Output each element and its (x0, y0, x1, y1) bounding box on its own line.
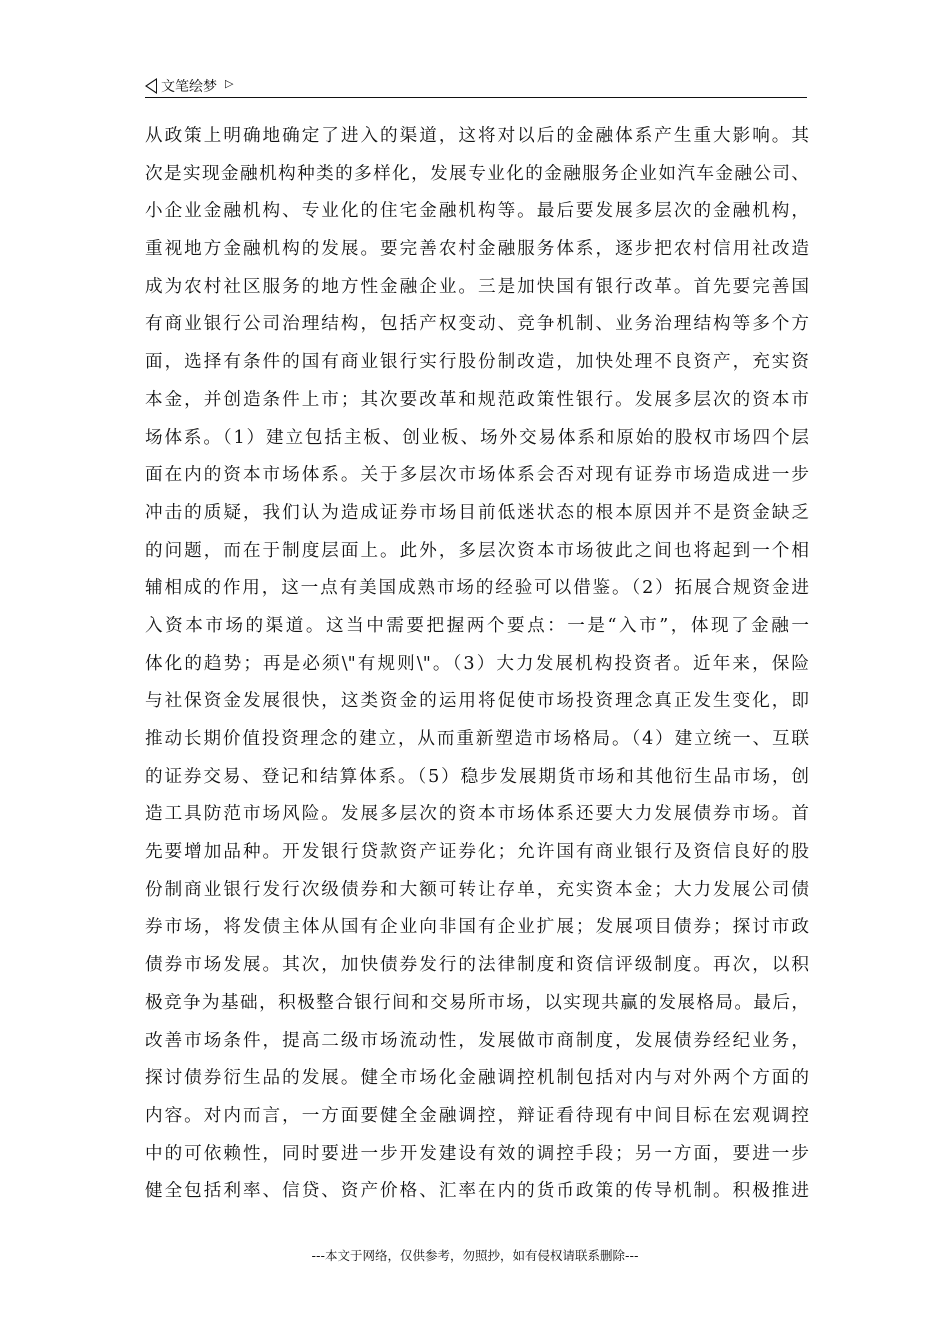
body-line: 造工具防范市场风险。发展多层次的资本市场体系还要大力发展债券市场。首 (145, 804, 809, 825)
body-line: 改善市场条件，提高二级市场流动性，发展做市商制度，发展债券经纪业务， (145, 1030, 809, 1051)
body-line: 的问题，而在于制度层面上。此外，多层次资本市场彼此之间也将起到一个相 (145, 540, 809, 561)
body-line: 极竞争为基础，积极整合银行间和交易所市场，以实现共赢的发展格局。最后， (145, 992, 809, 1013)
body-line: 份制商业银行发行次级债券和大额可转让存单，充实资本金；大力发展公司债 (145, 879, 809, 900)
header-title: 文笔绘梦 (161, 79, 217, 95)
body-line: 从政策上明确地确定了进入的渠道，这将对以后的金融体系产生重大影响。其 (145, 126, 809, 146)
body-line: 体化的趋势；再是必须\"有规则\"。（3）大力发展机构投资者。近年来，保险 (145, 653, 809, 674)
body-line: 面，选择有条件的国有商业银行实行股份制改造，加快处理不良资产，充实资 (145, 352, 809, 373)
body-line: 与社保资金发展很快，这类资金的运用将促使市场投资理念真正发生变化，即 (145, 691, 809, 712)
triangle-right-icon: ▷ (225, 76, 234, 90)
body-line: 次是实现金融机构种类的多样化，发展专业化的金融服务企业如汽车金融公司、 (145, 163, 809, 184)
body-line: 内容。对内而言，一方面要健全金融调控，辩证看待现有中间目标在宏观调控 (145, 1105, 809, 1126)
body-line: 冲击的质疑，我们认为造成证券市场目前低迷状态的根本原因并不是资金缺乏 (145, 502, 809, 523)
header-rule (145, 97, 807, 98)
body-line: 有商业银行公司治理结构，包括产权变动、竞争机制、业务治理结构等多个方 (145, 314, 809, 335)
body-line: 入资本市场的渠道。这当中需要把握两个要点：一是“入市”，体现了金融一 (145, 615, 809, 636)
body-line: 的证券交易、登记和结算体系。（5）稳步发展期货市场和其他衍生品市场，创 (145, 766, 809, 787)
body-line: 场体系。（1）建立包括主板、创业板、场外交易体系和原始的股权市场四个层 (145, 427, 809, 448)
body-line: 健全包括利率、信贷、资产价格、汇率在内的货币政策的传导机制。积极推进 (145, 1181, 809, 1202)
body-line: 小企业金融机构、专业化的住宅金融机构等。最后要发展多层次的金融机构， (145, 201, 809, 222)
body-line: 推动长期价值投资理念的建立，从而重新塑造市场格局。（4）建立统一、互联 (145, 729, 809, 749)
body-line: 辅相成的作用，这一点有美国成熟市场的经验可以借鉴。（2）拓展合规资金进 (145, 578, 809, 599)
page-footer: ---本文于网络，仅供参考，勿照抄，如有侵权请联系删除--- (311, 1248, 639, 1263)
body-line: 成为农村社区服务的地方性金融企业。三是加快国有银行改革。首先要完善国 (145, 276, 809, 297)
page-header (145, 74, 233, 98)
body-line: 本金，并创造条件上市；其次要改革和规范政策性银行。发展多层次的资本市 (145, 389, 809, 410)
body-line: 先要增加品种。开发银行贷款资产证券化；允许国有商业银行及资信良好的股 (145, 842, 809, 863)
body-line: 中的可依赖性，同时要进一步开发建设有效的调控手段；另一方面，要进一步 (145, 1143, 809, 1164)
triangle-left-icon (145, 78, 157, 94)
body-text (145, 124, 809, 1217)
body-line: 探讨债券衍生品的发展。健全市场化金融调控机制包括对内与对外两个方面的 (145, 1068, 809, 1089)
body-line: 券市场，将发债主体从国有企业向非国有企业扩展；发展项目债券；探讨市政 (145, 917, 809, 938)
body-line: 面在内的资本市场体系。关于多层次市场体系会否对现有证券市场造成进一步 (145, 465, 809, 486)
body-line: 重视地方金融机构的发展。要完善农村金融服务体系，逐步把农村信用社改造 (145, 239, 809, 260)
body-line: 债券市场发展。其次，加快债券发行的法律制度和资信评级制度。再次，以积 (145, 955, 809, 976)
